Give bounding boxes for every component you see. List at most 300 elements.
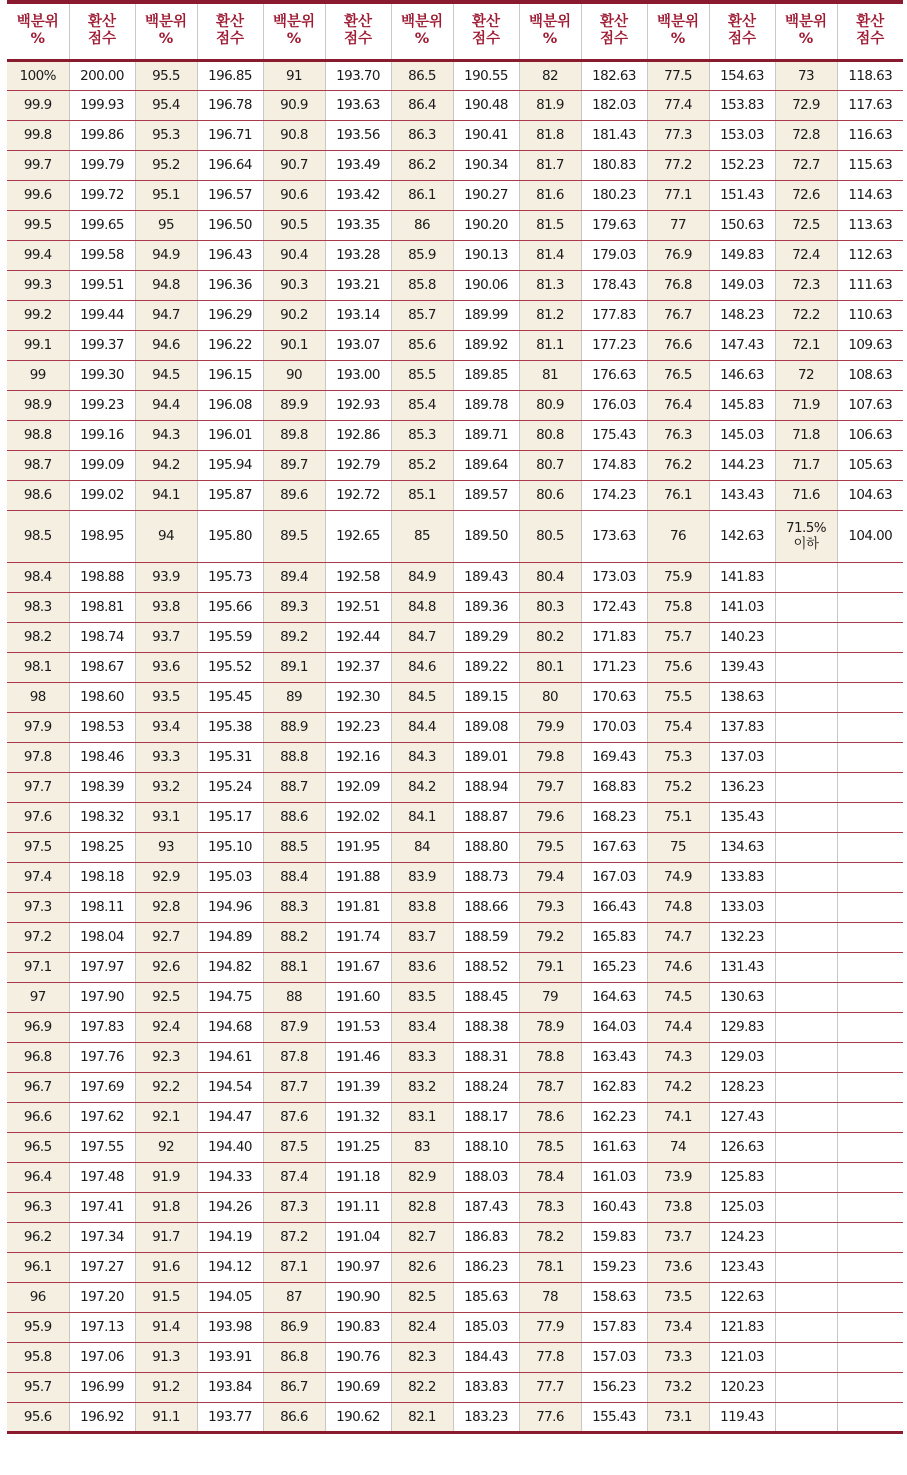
table-row <box>7 1042 903 1072</box>
percentile-cell <box>775 1372 837 1402</box>
header-label-line: % <box>414 31 430 48</box>
percentile-cell: 95.4 <box>135 90 197 120</box>
score-cell <box>837 712 903 742</box>
score-cell: 189.01 <box>453 742 519 772</box>
score-cell <box>837 652 903 682</box>
header-label-line: 백분위 <box>400 14 444 31</box>
percentile-cell: 75.6 <box>647 652 709 682</box>
score-cell: 185.03 <box>453 1312 519 1342</box>
score-cell: 176.03 <box>581 390 647 420</box>
table-row <box>7 562 903 592</box>
percentile-cell: 73.8 <box>647 1192 709 1222</box>
percentile-cell: 81.2 <box>519 300 581 330</box>
percentile-cell: 97.4 <box>7 862 69 892</box>
score-cell: 194.26 <box>197 1192 263 1222</box>
table-row <box>7 480 903 510</box>
percentile-cell: 92.5 <box>135 982 197 1012</box>
percentile-cell: 78.4 <box>519 1162 581 1192</box>
percentile-cell: 79.4 <box>519 862 581 892</box>
score-cell: 170.63 <box>581 682 647 712</box>
score-cell: 107.63 <box>837 390 903 420</box>
percentile-cell: 99.5 <box>7 210 69 240</box>
percentile-cell: 72.9 <box>775 90 837 120</box>
score-cell: 105.63 <box>837 450 903 480</box>
percentile-cell: 83.3 <box>391 1042 453 1072</box>
score-cell: 195.59 <box>197 622 263 652</box>
percentile-cell: 99.9 <box>7 90 69 120</box>
score-cell: 198.67 <box>69 652 135 682</box>
score-cell: 129.03 <box>709 1042 775 1072</box>
score-cell <box>837 1192 903 1222</box>
percentile-cell: 79.1 <box>519 952 581 982</box>
table-row <box>7 592 903 622</box>
percentile-cell: 72.3 <box>775 270 837 300</box>
percentile-cell: 84.1 <box>391 802 453 832</box>
score-cell: 191.04 <box>325 1222 391 1252</box>
score-cell: 197.69 <box>69 1072 135 1102</box>
percentile-cell: 80.9 <box>519 390 581 420</box>
score-cell: 141.03 <box>709 592 775 622</box>
percentile-cell: 87.1 <box>263 1252 325 1282</box>
percentile-cell: 78.3 <box>519 1192 581 1222</box>
header-label-line: 백분위 <box>16 14 59 31</box>
score-cell: 196.43 <box>197 240 263 270</box>
score-cell <box>837 1132 903 1162</box>
score-cell: 177.23 <box>581 330 647 360</box>
percentile-cell <box>775 1132 837 1162</box>
percentile-cell: 92 <box>135 1132 197 1162</box>
score-cell: 110.63 <box>837 300 903 330</box>
score-cell: 186.23 <box>453 1252 519 1282</box>
percentile-cell: 94.4 <box>135 390 197 420</box>
percentile-cell <box>775 832 837 862</box>
percentile-cell: 72.4 <box>775 240 837 270</box>
percentile-cell: 94.3 <box>135 420 197 450</box>
percentile-cell: 74 <box>647 1132 709 1162</box>
score-cell: 190.69 <box>325 1372 391 1402</box>
score-cell: 193.70 <box>325 60 391 90</box>
header-label-line: 백분위 <box>784 14 828 31</box>
percentile-cell: 80.1 <box>519 652 581 682</box>
percentile-cell: 76.7 <box>647 300 709 330</box>
percentile-cell: 77.3 <box>647 120 709 150</box>
percentile-cell: 84.5 <box>391 682 453 712</box>
percentile-cell: 79.8 <box>519 742 581 772</box>
score-cell: 112.63 <box>837 240 903 270</box>
percentile-cell: 78.7 <box>519 1072 581 1102</box>
percentile-cell: 74.8 <box>647 892 709 922</box>
header-label-line: % <box>798 31 814 48</box>
score-cell: 191.25 <box>325 1132 391 1162</box>
percentile-cell: 85.8 <box>391 270 453 300</box>
score-cell: 199.65 <box>69 210 135 240</box>
percentile-cell: 90.3 <box>263 270 325 300</box>
percentile-cell: 89.8 <box>263 420 325 450</box>
score-cell: 186.83 <box>453 1222 519 1252</box>
score-cell: 190.55 <box>453 60 519 90</box>
percentile-cell: 81.4 <box>519 240 581 270</box>
score-cell: 132.23 <box>709 922 775 952</box>
score-cell: 144.23 <box>709 450 775 480</box>
header-label-line: 환산 <box>215 14 244 31</box>
percentile-cell <box>775 1282 837 1312</box>
percentile-cell: 96.6 <box>7 1102 69 1132</box>
score-cell: 196.99 <box>69 1372 135 1402</box>
score-cell: 191.67 <box>325 952 391 982</box>
percentile-cell: 89.7 <box>263 450 325 480</box>
table-row <box>7 802 903 832</box>
percentile-cell <box>775 1192 837 1222</box>
percentile-cell: 95.9 <box>7 1312 69 1342</box>
percentile-cell: 79.5 <box>519 832 581 862</box>
percentile-cell: 78.8 <box>519 1042 581 1072</box>
percentile-cell: 81.5 <box>519 210 581 240</box>
score-cell: 190.97 <box>325 1252 391 1282</box>
score-cell: 193.56 <box>325 120 391 150</box>
score-cell: 189.22 <box>453 652 519 682</box>
score-header <box>69 2 135 60</box>
percentile-cell: 84 <box>391 832 453 862</box>
percentile-cell: 96.2 <box>7 1222 69 1252</box>
score-cell <box>837 982 903 1012</box>
score-cell: 121.83 <box>709 1312 775 1342</box>
percentile-cell: 72.5 <box>775 210 837 240</box>
percentile-cell: 87.4 <box>263 1162 325 1192</box>
score-cell: 192.58 <box>325 562 391 592</box>
score-cell: 196.15 <box>197 360 263 390</box>
header-label-line: 백분위 <box>144 14 188 31</box>
percentile-cell: 88.1 <box>263 952 325 982</box>
score-cell: 165.23 <box>581 952 647 982</box>
score-cell: 127.43 <box>709 1102 775 1132</box>
score-cell: 194.40 <box>197 1132 263 1162</box>
percentile-header <box>263 2 325 60</box>
table-row <box>7 1312 903 1342</box>
score-cell: 195.80 <box>197 510 263 562</box>
score-cell: 192.16 <box>325 742 391 772</box>
table-row <box>7 712 903 742</box>
percentile-cell: 77.2 <box>647 150 709 180</box>
table-row <box>7 360 903 390</box>
percentile-cell: 99.7 <box>7 150 69 180</box>
score-cell: 196.01 <box>197 420 263 450</box>
score-cell: 195.73 <box>197 562 263 592</box>
percentile-cell: 89.2 <box>263 622 325 652</box>
percentile-cell <box>775 1342 837 1372</box>
percentile-cell: 82.1 <box>391 1402 453 1432</box>
percentile-cell: 72.6 <box>775 180 837 210</box>
table-row <box>7 1252 903 1282</box>
percentile-cell <box>775 562 837 592</box>
score-cell: 196.29 <box>197 300 263 330</box>
score-cell: 195.45 <box>197 682 263 712</box>
score-cell: 121.03 <box>709 1342 775 1372</box>
percentile-cell: 81.6 <box>519 180 581 210</box>
percentile-cell: 96.8 <box>7 1042 69 1072</box>
percentile-cell: 96.9 <box>7 1012 69 1042</box>
score-cell: 167.63 <box>581 832 647 862</box>
percentile-cell: 76.2 <box>647 450 709 480</box>
percentile-cell: 74.7 <box>647 922 709 952</box>
score-cell: 113.63 <box>837 210 903 240</box>
percentile-cell: 74.5 <box>647 982 709 1012</box>
score-cell: 128.23 <box>709 1072 775 1102</box>
percentile-cell: 72.7 <box>775 150 837 180</box>
percentile-cell: 74.2 <box>647 1072 709 1102</box>
score-header <box>837 2 903 60</box>
percentile-cell: 73 <box>775 60 837 90</box>
score-cell: 173.03 <box>581 562 647 592</box>
score-cell: 197.90 <box>69 982 135 1012</box>
header-label-line: 백분위 <box>272 14 316 31</box>
percentile-cell: 99.4 <box>7 240 69 270</box>
score-cell: 152.23 <box>709 150 775 180</box>
score-cell <box>837 1402 903 1432</box>
header-label-line: 백분위 <box>656 14 700 31</box>
percentile-cell <box>775 1072 837 1102</box>
table-row <box>7 1342 903 1372</box>
score-cell: 133.83 <box>709 862 775 892</box>
percentile-cell: 73.7 <box>647 1222 709 1252</box>
table-row <box>7 1162 903 1192</box>
percentile-cell: 81.1 <box>519 330 581 360</box>
percentile-cell: 98.9 <box>7 390 69 420</box>
percentile-cell: 76.1 <box>647 480 709 510</box>
percentile-cell: 87 <box>263 1282 325 1312</box>
percentile-cell: 91.1 <box>135 1402 197 1432</box>
score-cell <box>837 1042 903 1072</box>
score-cell: 188.94 <box>453 772 519 802</box>
percentile-cell: 76.6 <box>647 330 709 360</box>
percentile-cell: 93.3 <box>135 742 197 772</box>
table-row <box>7 300 903 330</box>
percentile-cell: 90.4 <box>263 240 325 270</box>
percentile-cell: 78 <box>519 1282 581 1312</box>
percentile-cell: 90.7 <box>263 150 325 180</box>
header-label-line: 백분위 <box>528 14 572 31</box>
percentile-cell: 95.3 <box>135 120 197 150</box>
score-cell: 135.43 <box>709 802 775 832</box>
percentile-cell: 71.7 <box>775 450 837 480</box>
percentile-cell: 92.2 <box>135 1072 197 1102</box>
score-cell: 175.43 <box>581 420 647 450</box>
score-cell <box>837 1252 903 1282</box>
percentile-cell: 91.9 <box>135 1162 197 1192</box>
score-cell: 192.79 <box>325 450 391 480</box>
percentile-cell <box>775 622 837 652</box>
percentile-cell <box>775 1312 837 1342</box>
table-row <box>7 90 903 120</box>
score-cell: 111.63 <box>837 270 903 300</box>
score-cell: 189.43 <box>453 562 519 592</box>
percentile-cell: 93.9 <box>135 562 197 592</box>
score-cell: 198.81 <box>69 592 135 622</box>
percentile-cell <box>775 742 837 772</box>
percentile-cell: 84.4 <box>391 712 453 742</box>
score-cell: 158.63 <box>581 1282 647 1312</box>
score-cell: 168.83 <box>581 772 647 802</box>
score-cell: 106.63 <box>837 420 903 450</box>
percentile-cell: 85.9 <box>391 240 453 270</box>
table-row <box>7 210 903 240</box>
percentile-cell: 76.9 <box>647 240 709 270</box>
table-row <box>7 982 903 1012</box>
percentile-cell: 77.5 <box>647 60 709 90</box>
score-cell: 191.46 <box>325 1042 391 1072</box>
header-label-line: 점수 <box>471 31 500 48</box>
percentile-cell: 73.5 <box>647 1282 709 1312</box>
table-row <box>7 330 903 360</box>
percentile-cell: 81 <box>519 360 581 390</box>
percentile-cell <box>775 802 837 832</box>
score-cell: 196.36 <box>197 270 263 300</box>
score-cell: 191.95 <box>325 832 391 862</box>
percentile-cell: 75.2 <box>647 772 709 802</box>
score-cell: 143.43 <box>709 480 775 510</box>
score-cell: 199.30 <box>69 360 135 390</box>
score-cell: 189.36 <box>453 592 519 622</box>
score-cell: 198.74 <box>69 622 135 652</box>
score-cell: 164.03 <box>581 1012 647 1042</box>
score-cell: 194.96 <box>197 892 263 922</box>
percentile-cell: 92.9 <box>135 862 197 892</box>
percentile-header <box>775 2 837 60</box>
header-label-line: 환산 <box>727 14 756 31</box>
percentile-cell: 82.6 <box>391 1252 453 1282</box>
score-cell: 183.83 <box>453 1372 519 1402</box>
percentile-cell: 82.8 <box>391 1192 453 1222</box>
score-cell: 200.00 <box>69 60 135 90</box>
score-cell <box>837 562 903 592</box>
percentile-cell: 87.9 <box>263 1012 325 1042</box>
score-cell: 194.33 <box>197 1162 263 1192</box>
percentile-cell <box>775 652 837 682</box>
percentile-cell: 83.7 <box>391 922 453 952</box>
percentile-cell: 82.7 <box>391 1222 453 1252</box>
percentile-cell: 97.8 <box>7 742 69 772</box>
score-cell: 171.83 <box>581 622 647 652</box>
score-cell: 190.34 <box>453 150 519 180</box>
percentile-cell: 96.3 <box>7 1192 69 1222</box>
score-cell: 193.49 <box>325 150 391 180</box>
percentile-cell: 72.2 <box>775 300 837 330</box>
score-cell: 192.65 <box>325 510 391 562</box>
score-cell <box>837 622 903 652</box>
percentile-cell: 85.2 <box>391 450 453 480</box>
score-cell: 189.50 <box>453 510 519 562</box>
score-cell: 199.72 <box>69 180 135 210</box>
score-cell: 120.23 <box>709 1372 775 1402</box>
percentile-cell: 77.6 <box>519 1402 581 1432</box>
percentile-cell: 92.6 <box>135 952 197 982</box>
percentile-cell: 80.7 <box>519 450 581 480</box>
score-cell <box>837 1372 903 1402</box>
score-cell: 193.14 <box>325 300 391 330</box>
score-cell: 193.77 <box>197 1402 263 1432</box>
percentile-cell <box>775 1042 837 1072</box>
score-cell: 193.63 <box>325 90 391 120</box>
score-cell: 193.28 <box>325 240 391 270</box>
percentile-cell: 72 <box>775 360 837 390</box>
score-cell <box>837 832 903 862</box>
table-row <box>7 1132 903 1162</box>
score-cell: 154.63 <box>709 60 775 90</box>
score-cell: 188.38 <box>453 1012 519 1042</box>
score-cell: 189.08 <box>453 712 519 742</box>
percentile-cell: 84.6 <box>391 652 453 682</box>
percentile-cell: 88.4 <box>263 862 325 892</box>
percentile-cell: 84.2 <box>391 772 453 802</box>
score-cell: 184.43 <box>453 1342 519 1372</box>
percentile-cell: 78.1 <box>519 1252 581 1282</box>
score-cell: 193.35 <box>325 210 391 240</box>
score-cell: 185.63 <box>453 1282 519 1312</box>
percentile-cell: 83.4 <box>391 1012 453 1042</box>
percentile-cell: 95.7 <box>7 1372 69 1402</box>
score-cell <box>837 742 903 772</box>
score-cell: 194.19 <box>197 1222 263 1252</box>
percentile-cell: 79.3 <box>519 892 581 922</box>
score-cell: 179.03 <box>581 240 647 270</box>
header-label-line: 환산 <box>856 14 885 31</box>
score-cell: 195.03 <box>197 862 263 892</box>
score-cell: 138.63 <box>709 682 775 712</box>
percentile-cell: 90.1 <box>263 330 325 360</box>
percentile-cell: 74.4 <box>647 1012 709 1042</box>
percentile-cell: 90.5 <box>263 210 325 240</box>
percentile-cell: 82.5 <box>391 1282 453 1312</box>
percentile-cell: 74.9 <box>647 862 709 892</box>
score-cell: 117.63 <box>837 90 903 120</box>
score-cell: 174.83 <box>581 450 647 480</box>
percentile-cell: 87.3 <box>263 1192 325 1222</box>
score-cell: 153.83 <box>709 90 775 120</box>
percentile-cell: 97.1 <box>7 952 69 982</box>
percentile-cell: 87.7 <box>263 1072 325 1102</box>
score-cell: 199.09 <box>69 450 135 480</box>
score-cell: 194.61 <box>197 1042 263 1072</box>
percentile-cell: 73.9 <box>647 1162 709 1192</box>
percentile-cell: 88.5 <box>263 832 325 862</box>
percentile-cell: 80.6 <box>519 480 581 510</box>
score-cell: 192.02 <box>325 802 391 832</box>
percentile-cell: 89.9 <box>263 390 325 420</box>
score-cell: 125.03 <box>709 1192 775 1222</box>
score-cell: 189.15 <box>453 682 519 712</box>
percentile-cell: 89.4 <box>263 562 325 592</box>
score-cell: 170.03 <box>581 712 647 742</box>
score-cell: 159.23 <box>581 1252 647 1282</box>
percentile-cell: 94.1 <box>135 480 197 510</box>
score-cell: 165.83 <box>581 922 647 952</box>
score-cell: 173.63 <box>581 510 647 562</box>
percentile-cell: 75.3 <box>647 742 709 772</box>
score-cell: 133.03 <box>709 892 775 922</box>
table-row <box>7 922 903 952</box>
score-cell: 197.27 <box>69 1252 135 1282</box>
score-cell: 141.83 <box>709 562 775 592</box>
score-cell: 137.03 <box>709 742 775 772</box>
score-cell: 193.98 <box>197 1312 263 1342</box>
score-cell: 199.79 <box>69 150 135 180</box>
percentile-cell: 79 <box>519 982 581 1012</box>
score-cell: 188.10 <box>453 1132 519 1162</box>
score-cell: 171.23 <box>581 652 647 682</box>
score-cell: 195.94 <box>197 450 263 480</box>
score-cell: 126.63 <box>709 1132 775 1162</box>
score-cell: 197.34 <box>69 1222 135 1252</box>
score-cell: 196.64 <box>197 150 263 180</box>
